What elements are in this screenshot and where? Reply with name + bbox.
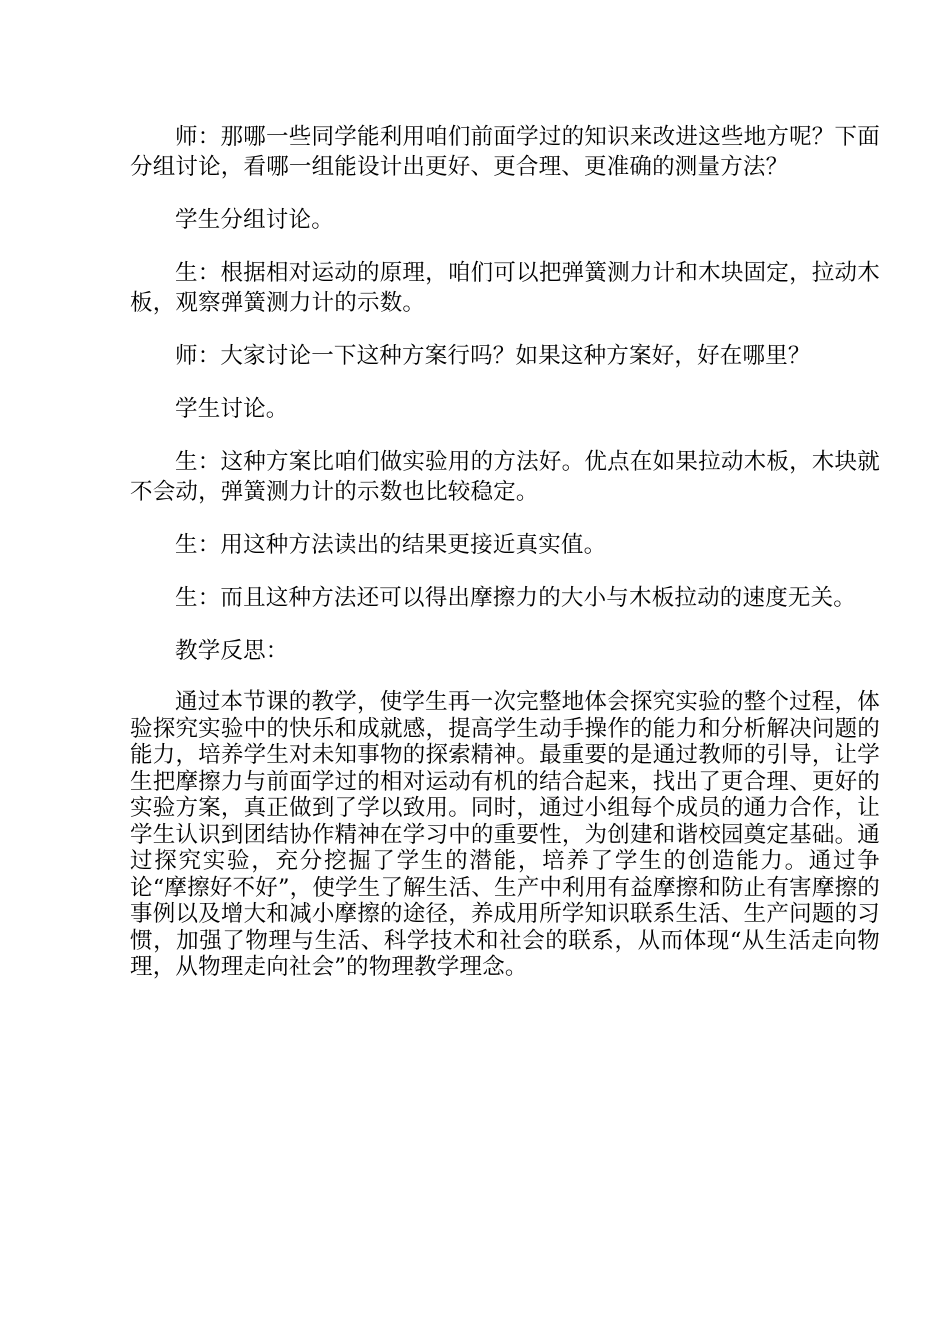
paragraph-teacher-followup: 师：大家讨论一下这种方案行吗？如果这种方案好，好在哪里？ bbox=[175, 343, 811, 369]
paragraph-student-answer-1: 生：这种方案比咱们做实验用的方法好。优点在如果拉动木板，木块就不会动，弹簧测力计的示数也比较稳定。 bbox=[130, 449, 880, 505]
paragraph-student-proposal: 生：根据相对运动的原理，咱们可以把弹簧测力计和木块固定，拉动木板，观察弹簧测力计的示数。 bbox=[130, 260, 880, 316]
paragraph-student-answer-3: 生：而且这种方法还可以得出摩擦力的大小与木板拉动的速度无关。 bbox=[175, 585, 857, 611]
section-heading-reflection: 教学反思： bbox=[175, 638, 289, 664]
paragraph-group-discussion: 学生分组讨论。 bbox=[175, 207, 334, 233]
paragraph-student-answer-2: 生：用这种方法读出的结果更接近真实值。 bbox=[175, 532, 607, 558]
paragraph-student-discussion: 学生讨论。 bbox=[175, 396, 289, 422]
paragraph-reflection-body: 通过本节课的教学，使学生再一次完整地体会探究实验的整个过程，体验探究实验中的快乐和成就感，提高学生动手操作的能力和分析解决问题的能力，培养学生对未知事物的探索精神。最重要的是通过教师的引导，让学生把摩擦力与前面学过的相对运动有机的结合起来，找出了更合理、更好的实验方案，真正做到了学以致用。同时，通过小组每个成员的通力合作，让学生认识到团结协作精神在学习中的重要性，为创建和谐校园奠定基础。通过探究实验，充分挖掘了学生的潜能，培养了学生的创造能力。通过争论“摩擦好不好”，使学生了解生活、生产中利用有益摩擦和防止有害摩擦的事例以及增大和减小摩擦的途径，养成用所学知识联系生活、生产问题的习惯，加强了物理与生活、科学技术和社会的联系，从而体现“从生活走向物理，从物理走向社会”的物理教学理念。 bbox=[130, 689, 880, 980]
document-page bbox=[130, 122, 880, 981]
paragraph-teacher-question: 师：那哪一些同学能利用咱们前面学过的知识来改进这些地方呢？下面分组讨论，看哪一组能设计出更好、更合理、更准确的测量方法？ bbox=[130, 124, 880, 180]
